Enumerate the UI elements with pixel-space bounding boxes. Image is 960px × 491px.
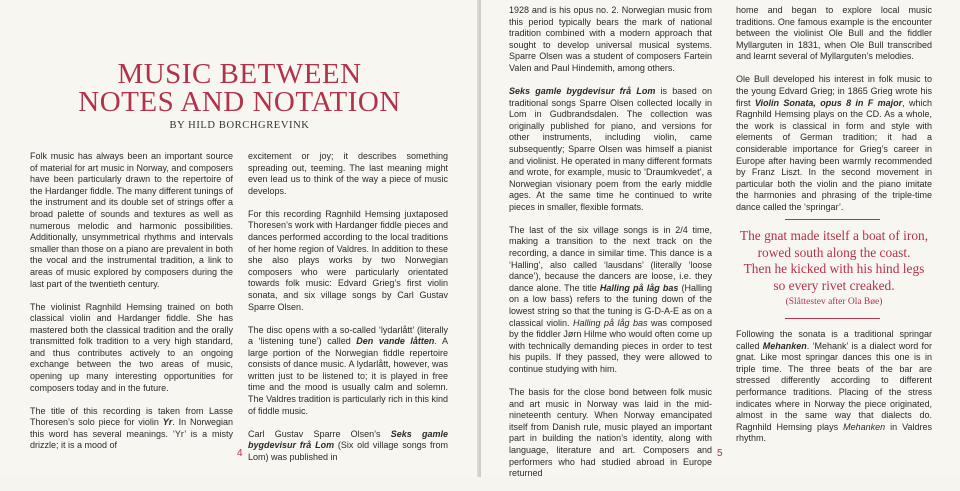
- quote-rule-top: [785, 219, 880, 220]
- left-column-1: [30, 151, 233, 463]
- text-run: (Halling on a low bass) refers to the tuning down of the lowest string so that the tuning is G-D-A-E as on a classical violin.: [509, 282, 712, 328]
- quote-line: so every rivet creaked.: [773, 277, 895, 293]
- paragraph: For this recording Ragnhild Hemsing juxtaposed Thoresen’s work with Hardanger fiddle pieces and dances performed according to the local traditions of her home region of Valdres. In addition to these she also plays works by two Norwegian composers who were particularly orientated towards folk music: Edvard Grieg’s first violin sonata, and six village songs by Carl Gustav Sparre Olsen.: [248, 208, 448, 312]
- right-column-2: [736, 5, 932, 225]
- quote-line: rowed south along the coast.: [757, 244, 911, 260]
- right-page: [481, 0, 960, 477]
- text-run: Following the sonata is a traditional springar called: [736, 329, 932, 351]
- work-title: Halling på låg bas: [599, 282, 679, 293]
- left-page: [0, 0, 479, 477]
- text-run: , which Ragnhild Hemsing plays on the CD. As a whole, the work is classical in form and style with elements of German tradition; it had a considerable importance for Grieg’s career in Europe after having been warmly recommended by Franz Liszt. In the second movement in particular both the violin and the piano imitate the harmonies and phrasing of the triple-time dance called the ‘springar’.: [736, 97, 933, 212]
- text-run: was composed by the fiddler Jørn Hilme who would often come up with technically demanding pieces in order to test his pupils. If they passed, they were allowed to continue studying with him.: [509, 317, 712, 374]
- work-title: Violin Sonata, opus 8 in F major: [754, 97, 903, 108]
- right-column-2-lower: [736, 329, 932, 456]
- left-column-2: [248, 151, 448, 475]
- paragraph: [248, 325, 448, 418]
- quote-rule-bottom: [785, 318, 880, 319]
- title-line-1: MUSIC BETWEEN: [117, 58, 362, 90]
- text-run: The last of the six village songs is in 2/4 time, making a transition to the next track on the recording, a dance in similar time. This dance is a ‘Halling’, also called ‘lausdans’ (literally ‘loose dance’), because the dancers are loose, i.e. they dance alone. The title: [509, 224, 712, 293]
- quote-line: Then he kicked with his hind legs: [743, 261, 925, 276]
- paragraph: [736, 74, 932, 213]
- quote-line: The gnat made itself a boat of iron,: [739, 228, 929, 243]
- work-title: Mehanken: [762, 340, 807, 351]
- paragraph: excitement or joy; it describes something spreading out, teeming. The last meaning might even lead us to think of the way a piece of music develops.: [248, 151, 448, 196]
- work-title: Seks gamle bygdevisur frå Lom: [248, 428, 448, 451]
- text-run: Carl Gustav Sparre Olsen’s: [248, 428, 391, 439]
- work-title: Halling på låg bas: [572, 317, 648, 328]
- text-run: in Valdres rhythm.: [736, 421, 932, 444]
- page-number: 5: [717, 448, 723, 459]
- work-title: Seks gamle bygdevisur frå Lom: [509, 85, 656, 96]
- work-title: Mehanken: [843, 421, 886, 432]
- article-title: [0, 60, 479, 116]
- text-run: Ole Bull developed his interest in folk music to the young Edvard Grieg; in 1865 Grieg wrote his first: [736, 74, 932, 108]
- paragraph: home and began to explore local music traditions. One famous example is the encounter between the violinist Ole Bull and the fiddler Myllarguten in 1831, when Ole Bull transcribed and learnt several of Myllarguten’s melodies.: [736, 5, 932, 62]
- text-run: . A large portion of the Norwegian fiddle repertoire consists of dance music. A lydarlått, however, was written just to be listened to; it is played in free time and the mood is usually calm and solemn. The Valdres tradition is particularly rich in this kind of fiddle music.: [248, 336, 448, 416]
- text-run: . ‘Mehank’ is a dialect word for gnat. Like most springar dances this one is in triple time. The three beats of the bar are stressed differently according to different performance traditions. Placing of the stress indicates where in Norway the piece originated, almost in the same way that dialects do. Ragnhild Hemsing plays: [736, 340, 932, 432]
- text-run: The disc opens with a so-called ‘lydarlått’ (literally a ‘listening tune’) called: [248, 324, 448, 347]
- paragraph: [736, 329, 932, 445]
- text-run: (Six old village songs from Lom) was published in: [248, 440, 448, 462]
- pull-quote: [736, 228, 932, 294]
- paragraph: The violinist Ragnhild Hemsing trained on both classical violin and Hardanger fiddle. She has mastered both the classical tradition and the orally transmitted folk tradition to a very high standard, and thus contributes actively to an ongoing exchange between the two areas of music, opening up many interesting opportunities for composers today and in the future.: [30, 301, 233, 393]
- paragraph: 1928 and is his opus no. 2. Norwegian music from this period typically bears the mark of national tradition combined with a modern approach that sought to develop universal musical systems. Sparre Olsen was a student of composers Fartein Valen and Paul Hindemith, among others.: [509, 5, 712, 73]
- paragraph: [509, 86, 712, 214]
- right-column-1: [509, 5, 712, 491]
- paragraph: The basis for the close bond between folk music and art music in Norway was laid in the mid-nineteenth century. When Norway emancipated itself from Danish rule, music played an important part in building the nation’s identity, along with language, literature and art. Composers and performers who had studied abroad in Europe returned: [509, 386, 712, 479]
- paragraph: [248, 429, 448, 464]
- author-byline: BY HILD BORCHGREVINK: [169, 120, 310, 131]
- title-line-2: NOTES AND NOTATION: [78, 86, 401, 118]
- work-title: Yr: [162, 417, 173, 428]
- work-title: Den vande låtten: [356, 336, 435, 347]
- quote-source: (Slåttestev after Ola Bøe): [785, 297, 883, 307]
- page-number: 4: [237, 448, 243, 459]
- paragraph: Folk music has always been an important source of material for art music in Norway, and composers have been particularly drawn to the repertoire of the Hardanger fiddle. The many different tunings of the instrument and its double set of strings offer a broad palette of sounds and textures as well as numerous melodic and harmonic possibilities. Additionally, unsymmetrical rhythms and intervals smaller than those on a piano are prevalent in both the vocal and the instrumental tradition, a link to areas of music explored by composers during the last part of the twentieth century.: [30, 151, 233, 289]
- paragraph: [30, 406, 233, 452]
- paragraph: [509, 225, 712, 376]
- text-run: . In Norwegian this word has several meanings. ‘Yr’ is a misty drizzle; it is a mood of: [30, 417, 233, 451]
- text-run: The title of this recording is taken from Lasse Thoresen’s solo piece for violin: [30, 405, 233, 428]
- text-run: is based on traditional songs Sparre Olsen collected locally in Lom in Gudbrandsdalen. The collection was originally published for piano, and versions for other instruments, including violin, came subsequently; Sparre Olsen was himself a pianist and violinist. He operated in many different formats and wrote, for example, music to ‘Draumkvedet’, a Norwegian visionary poem from the early middle ages. At the same time he continued to write pieces in smaller, flexible formats.: [509, 85, 712, 212]
